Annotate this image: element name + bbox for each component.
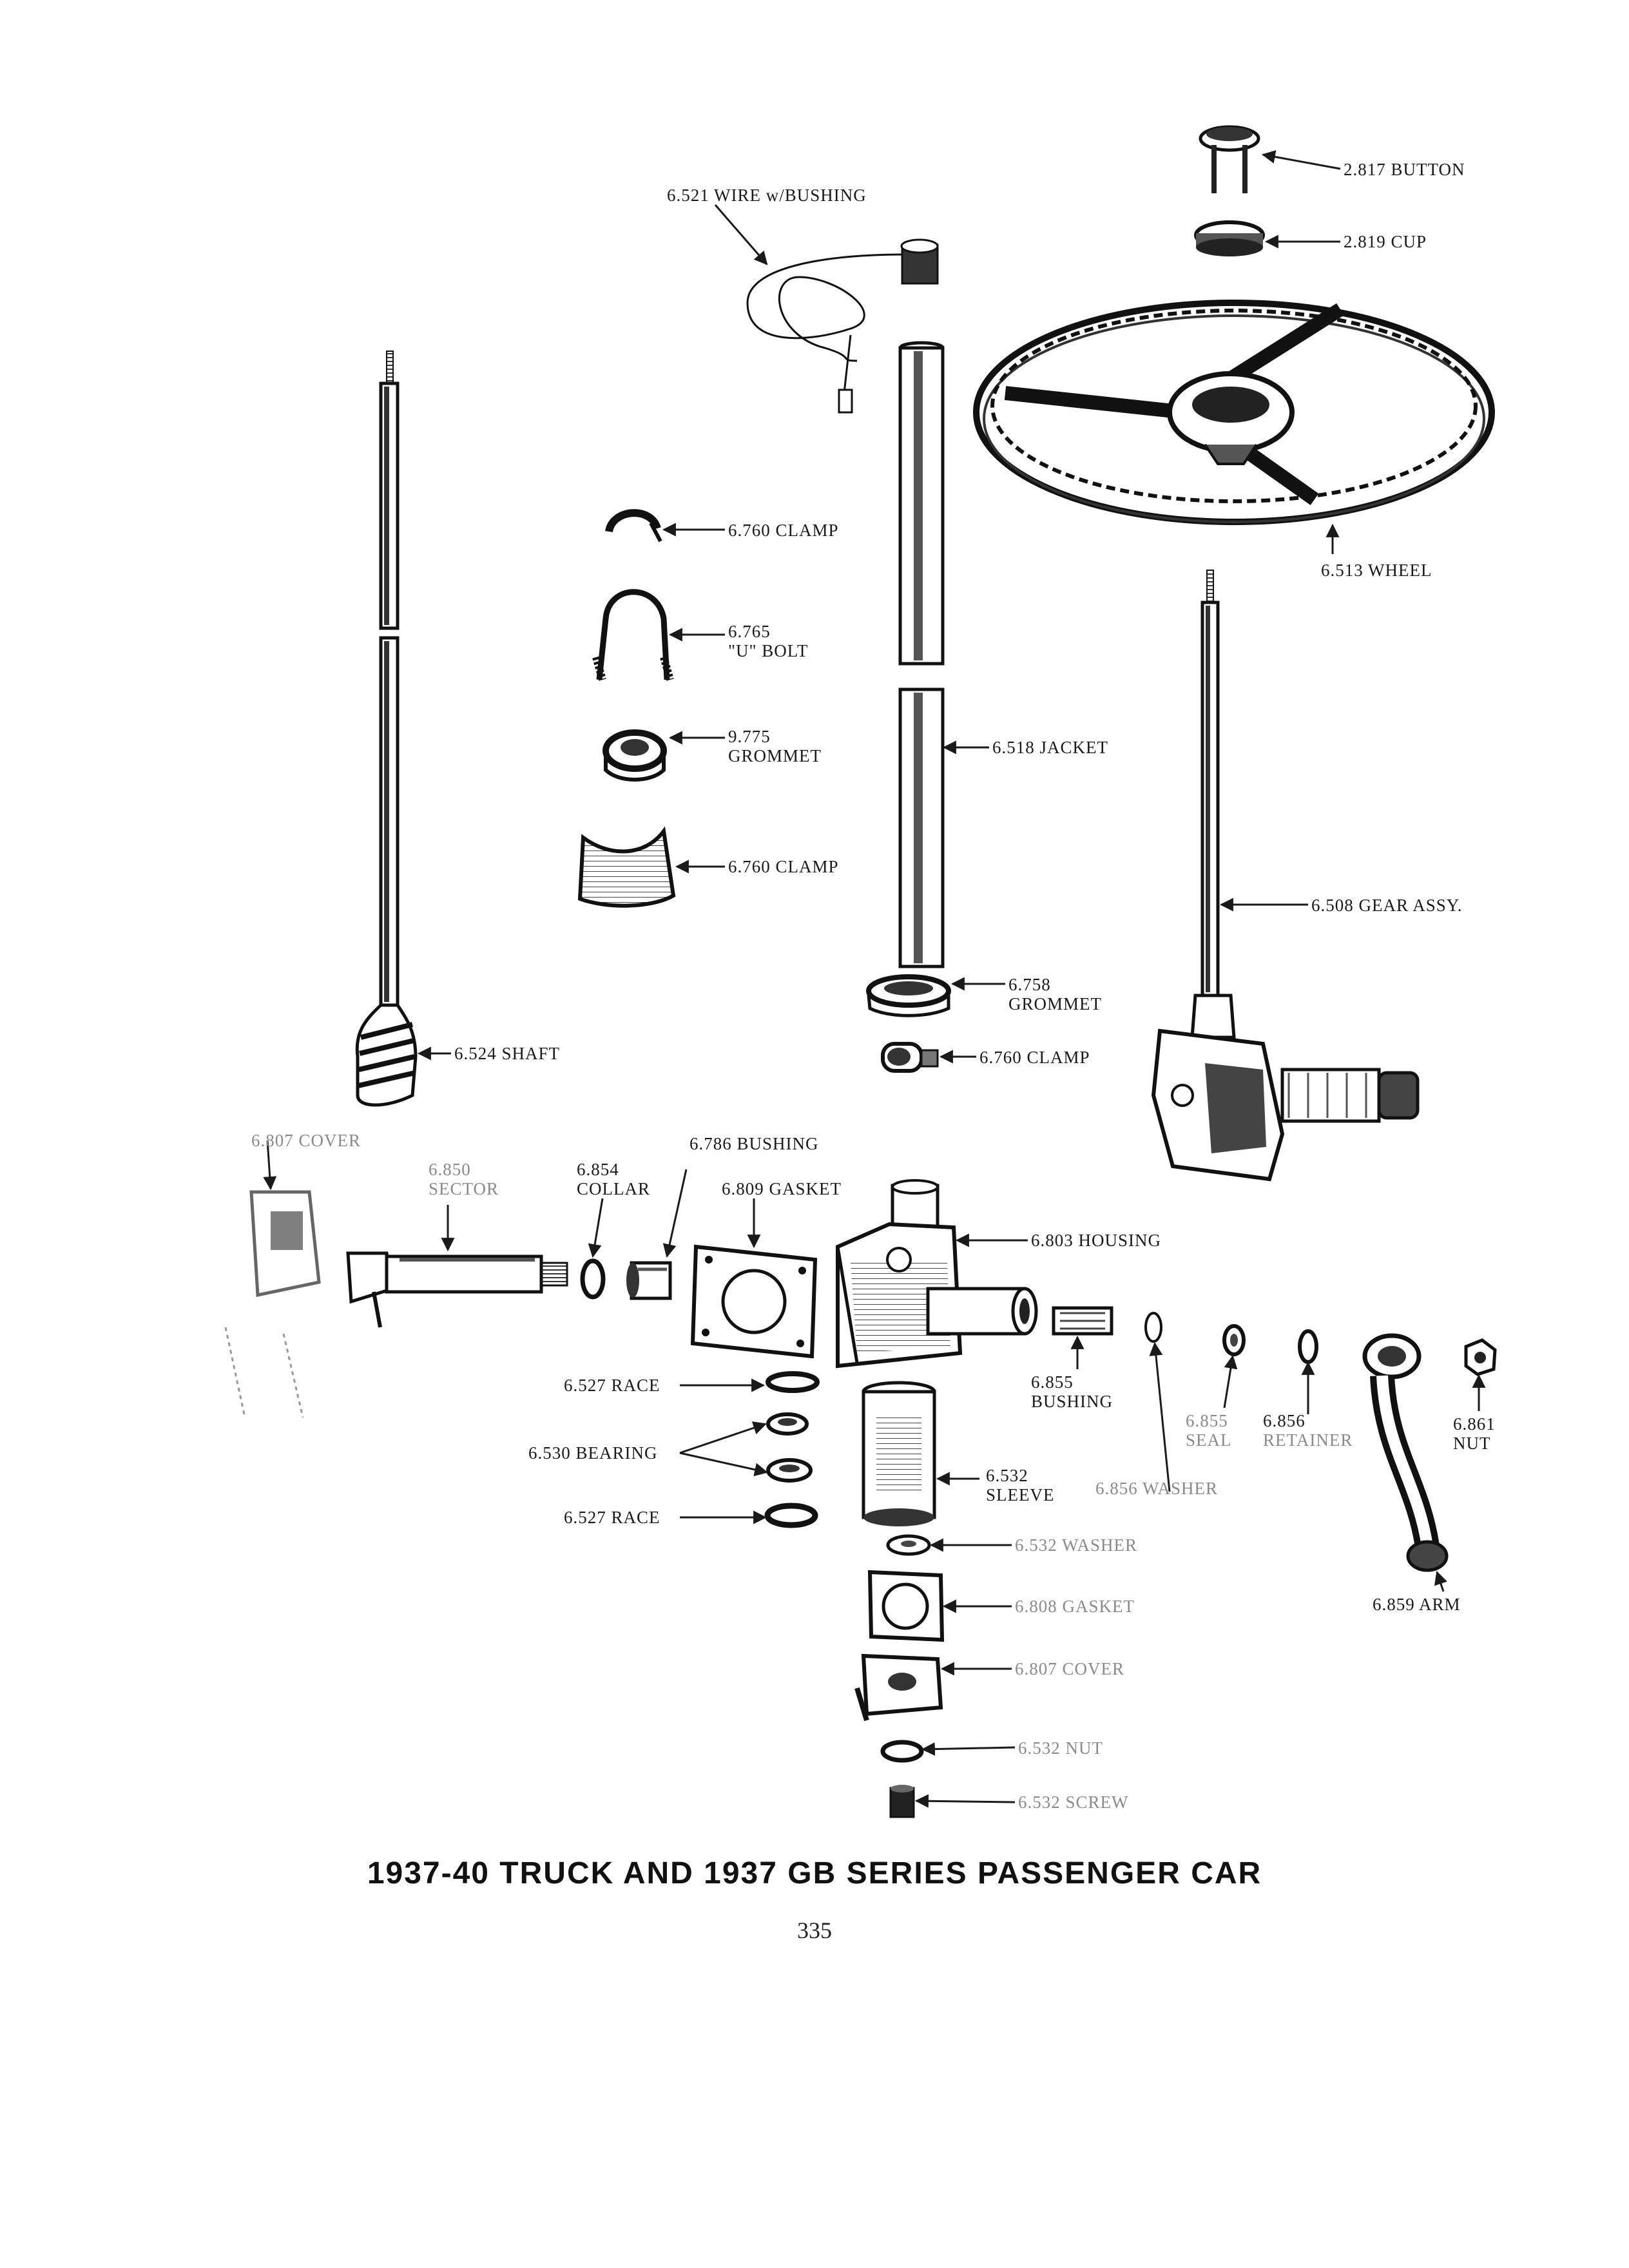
label-race-lower: 6.527 RACE (564, 1508, 660, 1527)
label-clamp-top: 6.760 CLAMP (728, 521, 839, 540)
u-bolt (596, 592, 670, 680)
label-grommet-6758-name: GROMMET (1008, 994, 1103, 1014)
label-sleeve-number: 6.532 (986, 1466, 1028, 1485)
label-sleeve-name: SLEEVE (986, 1485, 1055, 1504)
label-cup: 2.819 CUP (1344, 232, 1427, 251)
label-shaft: 6.524 SHAFT (454, 1044, 561, 1063)
steering-housing (838, 1180, 1036, 1366)
label-nut-6861-number: 6.861 (1453, 1414, 1496, 1434)
label-bushing-6855-name: BUSHING (1031, 1392, 1113, 1411)
retainer (1300, 1331, 1316, 1362)
label-screw-6532: 6.532 SCREW (1018, 1792, 1129, 1812)
screw-6532 (891, 1785, 914, 1817)
label-cover-top: 6.807 COVER (251, 1131, 361, 1150)
label-washer-6532: 6.532 WASHER (1015, 1535, 1138, 1555)
label-seal-number: 6.855 (1186, 1411, 1228, 1430)
cover-top-left (226, 1192, 319, 1418)
label-gasket-6808: 6.808 GASKET (1015, 1597, 1135, 1616)
race-upper (768, 1374, 817, 1390)
label-collar-number: 6.854 (577, 1160, 619, 1179)
label-sector-name: SECTOR (429, 1179, 499, 1198)
bushing-6786 (626, 1263, 670, 1298)
label-retainer-number: 6.856 (1263, 1411, 1306, 1430)
steering-jacket (900, 343, 943, 966)
leader-lines (267, 155, 1479, 1802)
cover-6807 (857, 1656, 941, 1720)
label-nut-6532: 6.532 NUT (1018, 1738, 1103, 1758)
steering-wheel (976, 303, 1492, 522)
clamp-mid (580, 831, 673, 906)
nut-6861 (1466, 1340, 1495, 1374)
label-gear-assy: 6.508 GEAR ASSY. (1311, 896, 1463, 915)
label-gasket-6809: 6.809 GASKET (722, 1179, 842, 1198)
label-wheel: 6.513 WHEEL (1321, 561, 1432, 580)
label-jacket: 6.518 JACKET (992, 738, 1108, 757)
label-grommet-9775-number: 9.775 (728, 727, 771, 746)
bushing-6855 (1054, 1308, 1112, 1334)
page-title: 1937-40 TRUCK AND 1937 GB SERIES PASSENGER CAR (367, 1856, 1262, 1890)
label-grommet-6758-number: 6.758 (1008, 975, 1051, 994)
label-nut-6861-name: NUT (1453, 1434, 1491, 1453)
collar (583, 1261, 603, 1297)
nut-6532 (883, 1742, 921, 1760)
label-collar-name: COLLAR (577, 1179, 650, 1198)
label-washer-6856: 6.856 WASHER (1095, 1479, 1219, 1498)
label-grommet-9775-name: GROMMET (728, 746, 822, 765)
grommet-6758 (869, 977, 949, 1015)
label-bushing-6786: 6.786 BUSHING (689, 1134, 819, 1153)
sector (348, 1253, 567, 1327)
clamp-top (609, 513, 660, 541)
label-button: 2.817 BUTTON (1344, 160, 1465, 179)
horn-button (1200, 127, 1258, 193)
label-u-bolt-name: "U" BOLT (728, 641, 809, 660)
washer-6856 (1146, 1313, 1161, 1341)
horn-cup (1196, 222, 1263, 256)
grommet-9775 (606, 733, 664, 780)
clamp-low (883, 1044, 938, 1071)
label-retainer-name: RETAINER (1263, 1430, 1353, 1450)
page-number: 335 (797, 1917, 832, 1943)
label-arm: 6.859 ARM (1373, 1595, 1461, 1614)
gasket-6809 (693, 1247, 815, 1356)
label-u-bolt-number: 6.765 (728, 622, 771, 641)
race-lower (767, 1506, 815, 1525)
steering-shaft (357, 351, 416, 1105)
label-cover-6807: 6.807 COVER (1015, 1659, 1125, 1678)
gasket-6808 (870, 1572, 942, 1640)
label-wire-bushing: 6.521 WIRE w/BUSHING (667, 186, 867, 205)
bearing-upper (768, 1414, 807, 1434)
label-housing: 6.803 HOUSING (1031, 1231, 1161, 1250)
label-seal-name: SEAL (1186, 1430, 1232, 1450)
label-sector-number: 6.850 (429, 1160, 471, 1179)
label-race-upper: 6.527 RACE (564, 1376, 660, 1395)
seal (1224, 1326, 1244, 1354)
pitman-arm (1365, 1336, 1447, 1570)
label-bearing: 6.530 BEARING (528, 1443, 658, 1463)
sleeve (863, 1383, 934, 1526)
bearing-lower (768, 1460, 811, 1481)
label-bushing-6855-number: 6.855 (1031, 1372, 1074, 1392)
washer-6532 (888, 1536, 929, 1554)
label-clamp-mid: 6.760 CLAMP (728, 857, 839, 876)
gear-assembly (1153, 570, 1418, 1179)
label-clamp-low: 6.760 CLAMP (979, 1048, 1090, 1067)
